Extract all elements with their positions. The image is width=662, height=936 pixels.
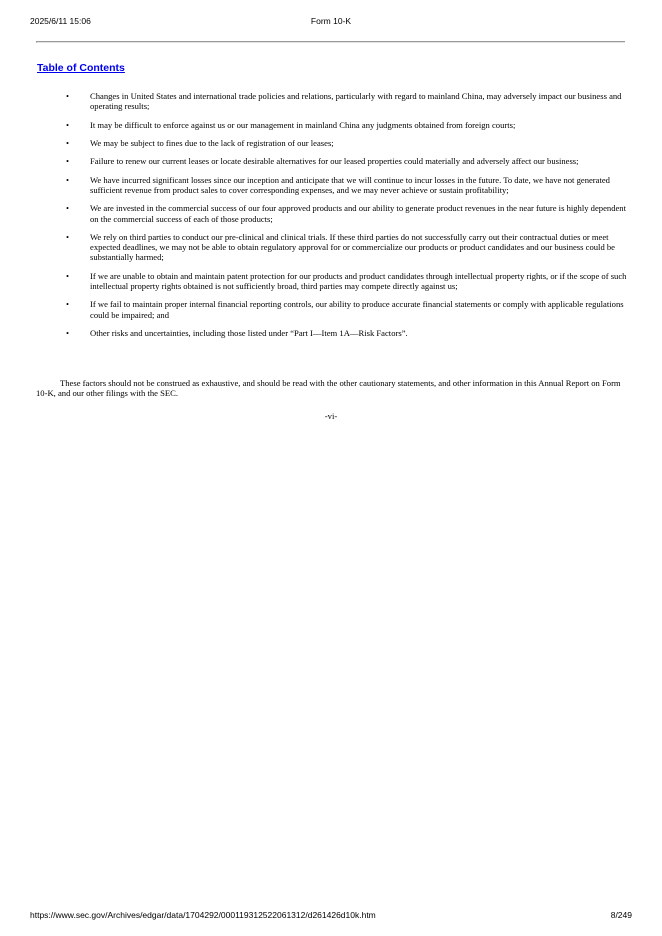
list-item — [36, 203, 630, 223]
list-item — [36, 232, 630, 263]
list-item-text: Other risks and uncertainties, including those listed under “Part I—Item 1A—Risk Factors”. — [90, 327, 408, 338]
list-item — [36, 138, 630, 148]
list-item — [36, 328, 630, 338]
print-doc-title: Form 10-K — [310, 16, 352, 26]
bullet-icon: • — [66, 327, 70, 338]
bullet-icon: • — [66, 270, 70, 281]
risk-factor-list — [36, 91, 630, 346]
list-item-text: We are invested in the commercial success of our four approved products and our ability to generate product revenues in the near future is highly dependent on the commercial success of each of those products; — [90, 203, 626, 224]
list-item — [36, 156, 630, 166]
list-item — [36, 271, 630, 291]
print-header — [0, 16, 662, 28]
list-item — [36, 120, 630, 130]
bullet-icon: • — [66, 137, 70, 148]
bullet-icon: • — [66, 119, 70, 130]
list-item — [36, 299, 630, 319]
list-item-text: If we fail to maintain proper internal financial reporting controls, our ability to produce accurate financial statements or comply with applicable regulations could be impaired; and — [90, 299, 624, 320]
list-item-text: If we are unable to obtain and maintain patent protection for our products and product candidates through intellectual property rights, or if the scope of such intellectual property rights obtained is not sufficiently broad, third parties may compete directly against us; — [90, 270, 627, 291]
print-url: https://www.sec.gov/Archives/edgar/data/1704292/000119312522061312/d261426d10k.htm — [30, 910, 376, 920]
list-item-text: Failure to renew our current leases or locate desirable alternatives for our leased properties could materially and adversely affect our business; — [90, 156, 579, 167]
page-number: -vi- — [324, 411, 338, 421]
list-item-text: We have incurred significant losses since our inception and anticipate that we will continue to incur losses in the future. To date, we have not generated sufficient revenue from product sales to cover corresponding expenses, and we may never achieve or sustain profitability; — [90, 174, 610, 195]
list-item — [36, 91, 630, 111]
bullet-icon: • — [66, 203, 70, 214]
bullet-icon: • — [66, 156, 70, 167]
print-footer — [0, 910, 662, 922]
print-datetime: 2025/6/11 15:06 — [30, 16, 91, 26]
table-of-contents-link[interactable]: Table of Contents — [37, 62, 125, 74]
list-item-text: We may be subject to fines due to the lack of registration of our leases; — [90, 137, 334, 148]
list-item-text: We rely on third parties to conduct our pre-clinical and clinical trials. If these third parties do not successfully carry out their contractual duties or meet expected deadlines, we may not be able to obtain regulatory approval for or commercialize our products or product candidates and our business could be substantially harmed; — [90, 231, 615, 263]
horizontal-rule — [36, 41, 625, 43]
list-item-text: Changes in United States and international trade policies and relations, particularly with regard to mainland China, may adversely impact our business and operating results; — [90, 91, 622, 112]
bullet-icon: • — [66, 231, 70, 242]
list-item-text: It may be difficult to enforce against us or our management in mainland China any judgments obtained from foreign courts; — [90, 119, 516, 130]
bullet-icon: • — [66, 299, 70, 310]
bullet-icon: • — [66, 91, 70, 101]
closing-paragraph: These factors should not be construed as exhaustive, and should be read with the other cautionary statements, and other information in this Annual Report on Form 10-K, and our other filings with the SEC. — [36, 378, 621, 399]
bullet-icon: • — [66, 174, 70, 185]
list-item — [36, 175, 630, 195]
print-page-count: 8/249 — [610, 910, 632, 920]
